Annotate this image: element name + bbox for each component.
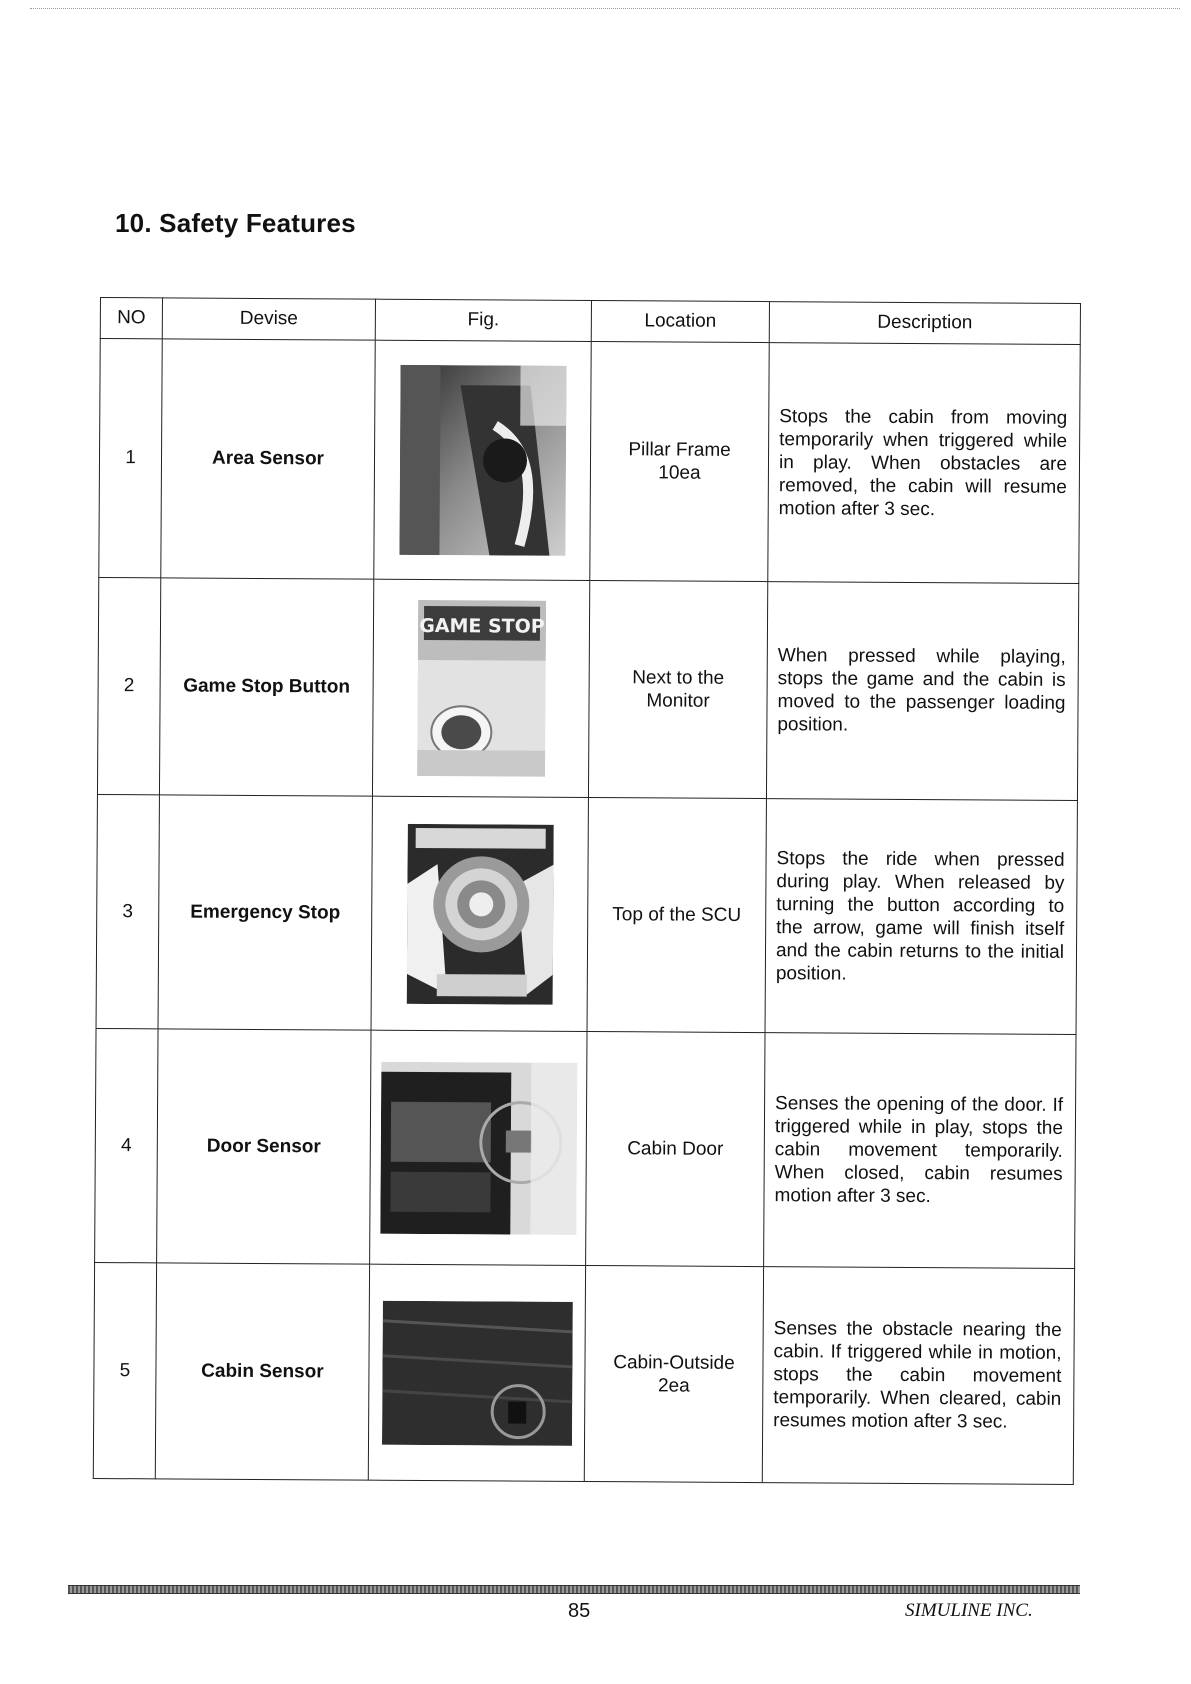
figure-cell [368,1264,585,1481]
devise-name: Area Sensor [161,339,375,579]
footer-rule [68,1585,1080,1594]
table-header-row [100,298,1080,345]
devise-name: Game Stop Button [159,578,373,796]
door-sensor-photo [380,1061,577,1234]
game-stop-label: GAME STOP [418,614,545,638]
emergency-stop-photo [406,823,553,1004]
description-cell: Senses the opening of the door. If triggered while in play, stops the cabin movement temporarily. When closed, cabin resumes motion after 3 sec. [764,1033,1076,1269]
header-devise: Devise [162,298,375,340]
table-row [97,577,1078,800]
location-line: Pillar Frame [628,439,731,461]
location-cell [588,580,767,798]
location-line: Monitor [646,690,710,712]
location-line: Cabin-Outside [613,1351,735,1374]
row-number: 5 [93,1262,156,1478]
game-stop-button-photo [417,600,546,777]
header-fig: Fig. [375,299,591,341]
table-row [95,1028,1076,1268]
row-number: 3 [96,794,159,1028]
location-cell [590,342,769,582]
table-row [99,339,1080,584]
page-number: 85 [568,1600,591,1622]
header-no: NO [100,298,162,339]
header-description: Description [769,302,1080,345]
location-line: Top of the SCU [612,904,742,926]
page-title: 10. Safety Features [115,208,356,238]
top-dotted-rule [30,8,1180,9]
figure-cell [374,340,591,580]
description-cell: Stops the cabin from moving temporarily when triggered while in play. When obstacles are removed, the cabin will resume motion after 3 sec. [768,343,1080,584]
row-number: 4 [95,1028,158,1262]
location-cell [587,797,766,1032]
table-row [96,794,1077,1034]
location-line: 2ea [657,1374,690,1397]
safety-features-table [93,297,1081,1485]
area-sensor-photo [399,365,566,556]
location-cell [586,1031,765,1266]
description-cell: When pressed while playing, stops the game and the cabin is moved to the passenger loading position. [766,582,1078,801]
header-location: Location [591,301,769,343]
description-cell: Stops the ride when pressed during play. When released by turning the button according to the arrow, game will finish itself and the cabin returns to the initial position. [765,799,1077,1035]
cabin-sensor-photo [381,1300,572,1445]
description-cell: Senses the obstacle nearing the cabin. If triggered while in motion, stops the cabin movement temporarily. When cleared, cabin resumes motion after 3 sec. [762,1267,1074,1485]
figure-cell [370,1030,587,1265]
location-line: Cabin Door [627,1138,724,1160]
devise-name: Cabin Sensor [155,1263,369,1480]
location-line: 10ea [658,462,701,484]
location-line: Next to the [632,667,725,689]
table-row [93,1262,1074,1484]
location-cell [584,1265,763,1482]
figure-cell [372,579,589,797]
row-number: 2 [97,577,160,794]
figure-cell [371,796,588,1031]
devise-name: Door Sensor [157,1029,371,1264]
row-number: 1 [99,339,162,578]
company-name: SIMULINE INC. [905,1600,1033,1621]
devise-name: Emergency Stop [158,795,372,1030]
